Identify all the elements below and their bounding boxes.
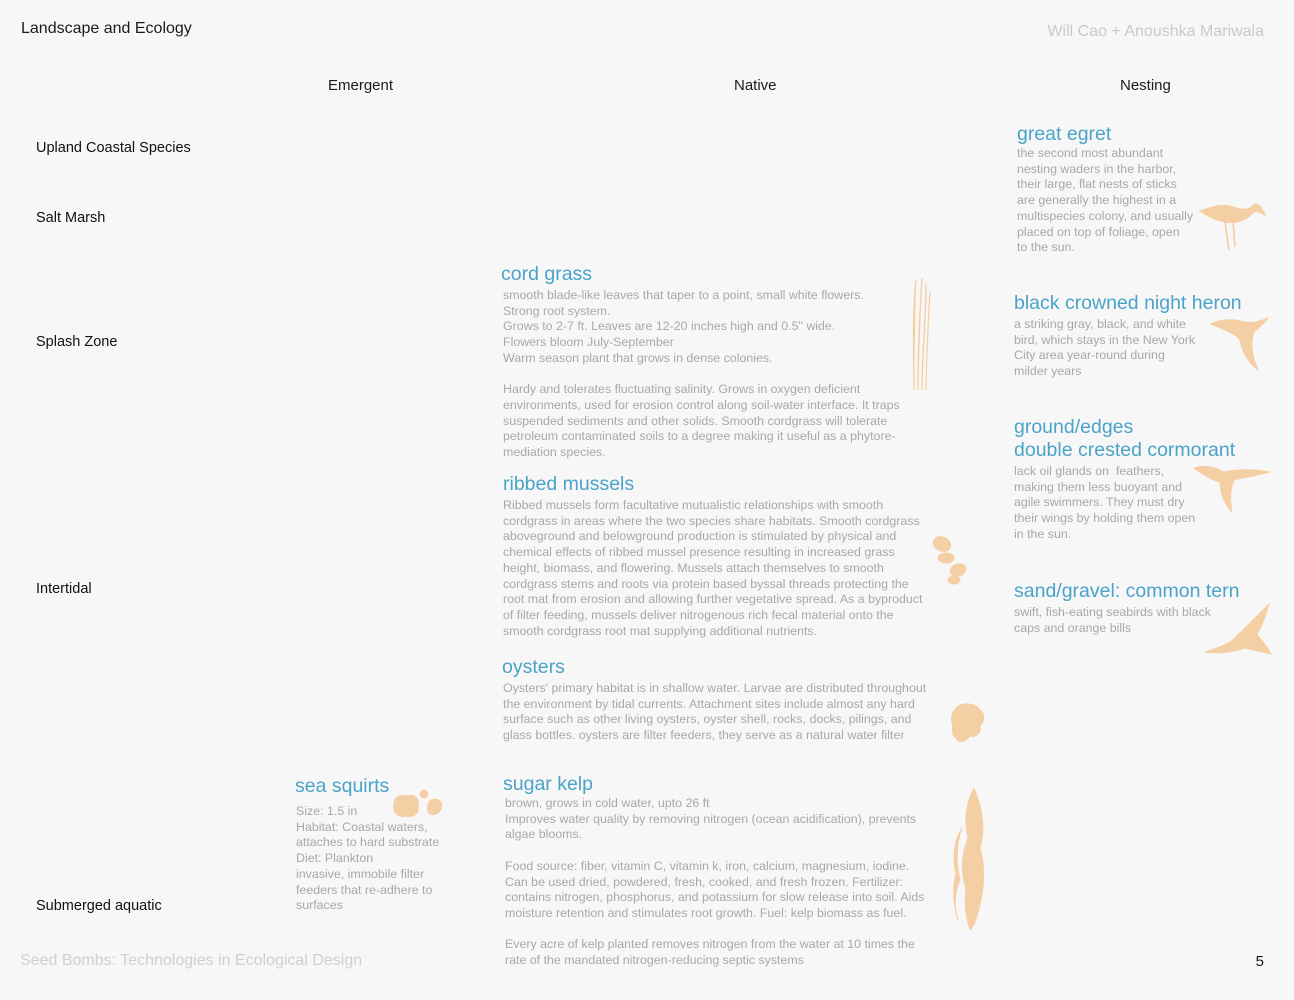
species-description: brown, grows in cold water, upto 26 ft Improves water quality by removing nitrogen (ocean acidification), prevents algae blooms. Food source: fiber, vitamin C, vitamin k, iron, calcium, magnesium, iodine. Can be used dried, powdered, fresh, cooked, and fresh frozen. Fertilizer: contains nitrogen, phosphorus, and potassium for slow release into soil. Aids moisture retention and stimulates root growth. Fuel: kelp biomass as fuel. Every acre of kelp planted removes nitrogen from the water at 10 times the rate of the mandated nitrogen-reducing septic systems xyxy=(505,796,925,967)
authors: Will Cao + Anoushka Mariwala xyxy=(1047,23,1264,40)
cormorant-icon xyxy=(1194,462,1272,514)
species-sugar-kelp xyxy=(503,773,973,969)
mussel-icon xyxy=(928,534,970,586)
species-description: Oysters' primary habitat is in shallow water. Larvae are distributed throughout the environment by tidal currents. Attachment sites include almost any hard surface such as other living oysters, oyster shell, rocks, docks, pilings, and glass bottles. oysters are filter feeders, they serve as a natural water filter xyxy=(503,681,927,743)
kelp-icon xyxy=(952,788,992,932)
species-cord-grass xyxy=(501,263,941,461)
species-ribbed-mussels xyxy=(503,473,968,639)
species-description: lack oil glands on feathers, making them less buoyant and agile swimmers. They must dry their wings by holding them open in the sun. xyxy=(1014,464,1196,541)
species-category: ground/edges xyxy=(1014,416,1134,438)
species-title: sea squirts xyxy=(295,775,390,797)
egret-icon xyxy=(1195,195,1273,253)
species-title: double crested cormorant xyxy=(1014,439,1236,461)
species-description: Ribbed mussels form facultative mutualistic relationships with smooth cordgrass in areas where the two species share habitats. Smooth cordgrass aboveground and belowground production is stimulated by physical and chemical effects of ribbed mussel presence resulting in increased grass height, biomass, and flowering. Mussels attach themselves to smooth cordgrass stems and roots via protein based byssal threads protecting the root mat from erosion and allowing further vegetative spread. As a byproduct of filter feeding, mussels deliver nitrogenous rich fecal material onto the smooth cordgrass root mat supplying additional nutrients. xyxy=(503,498,923,638)
species-title: sand/gravel: common tern xyxy=(1014,580,1240,602)
species-title: great egret xyxy=(1017,123,1112,145)
species-description: a striking gray, black, and white bird, which stays in the New York City area year-round during milder years xyxy=(1014,317,1196,379)
species-description: smooth blade-like leaves that taper to a point, small white flowers. Strong root system. Grows to 2-7 ft. Leaves are 12-20 inches high and 0.5" wide. Flowers bloom July-September Warm season plant that grows in dense colonies. Hardy and tolerates fluctuating salinity. Grows in oxygen deficient environments, used for erosion control along soil-water interface. It traps suspended sediments and other solids. Smooth cordgrass will tolerate petroleum contaminated soils to a degree making it useful as a phytore- mediation species. xyxy=(503,288,900,460)
species-great-egret xyxy=(1017,123,1217,256)
heron-icon xyxy=(1210,316,1270,372)
column-header-emergent: Emergent xyxy=(328,77,394,94)
species-description: the second most abundant nesting waders in the harbor, their large, flat nests of sticks are generally the highest in a multispecies colony, and usually placed on top of foliage, open to the sun. xyxy=(1017,146,1194,255)
species-title: cord grass xyxy=(501,263,593,285)
species-description: Size: 1.5 in Habitat: Coastal waters, attaches to hard substrate Diet: Plankton invasive, immobile filter feeders that re-adhere to surfaces xyxy=(296,804,440,913)
sea-squirt-icon xyxy=(392,786,444,820)
row-label-intertidal: Intertidal xyxy=(36,581,92,597)
page-header-title: Landscape and Ecology xyxy=(21,20,192,37)
species-title: ribbed mussels xyxy=(503,473,635,495)
species-description: swift, fish-eating seabirds with black caps and orange bills xyxy=(1014,605,1211,635)
row-label-submerged: Submerged aquatic xyxy=(36,898,162,914)
species-title: sugar kelp xyxy=(503,773,593,795)
grass-icon xyxy=(908,278,932,392)
row-label-splash-zone: Splash Zone xyxy=(36,334,118,350)
column-header-nesting: Nesting xyxy=(1120,77,1171,94)
species-oysters xyxy=(502,656,972,744)
row-label-salt-marsh: Salt Marsh xyxy=(36,210,106,226)
species-title: black crowned night heron xyxy=(1014,292,1242,314)
page-number: 5 xyxy=(1255,953,1264,970)
tern-icon xyxy=(1205,600,1273,656)
footer-title: Seed Bombs: Technologies in Ecological Design xyxy=(20,952,363,969)
species-title: oysters xyxy=(502,656,565,678)
oyster-icon xyxy=(950,702,986,744)
row-label-upland: Upland Coastal Species xyxy=(36,140,191,156)
column-header-native: Native xyxy=(734,77,777,94)
